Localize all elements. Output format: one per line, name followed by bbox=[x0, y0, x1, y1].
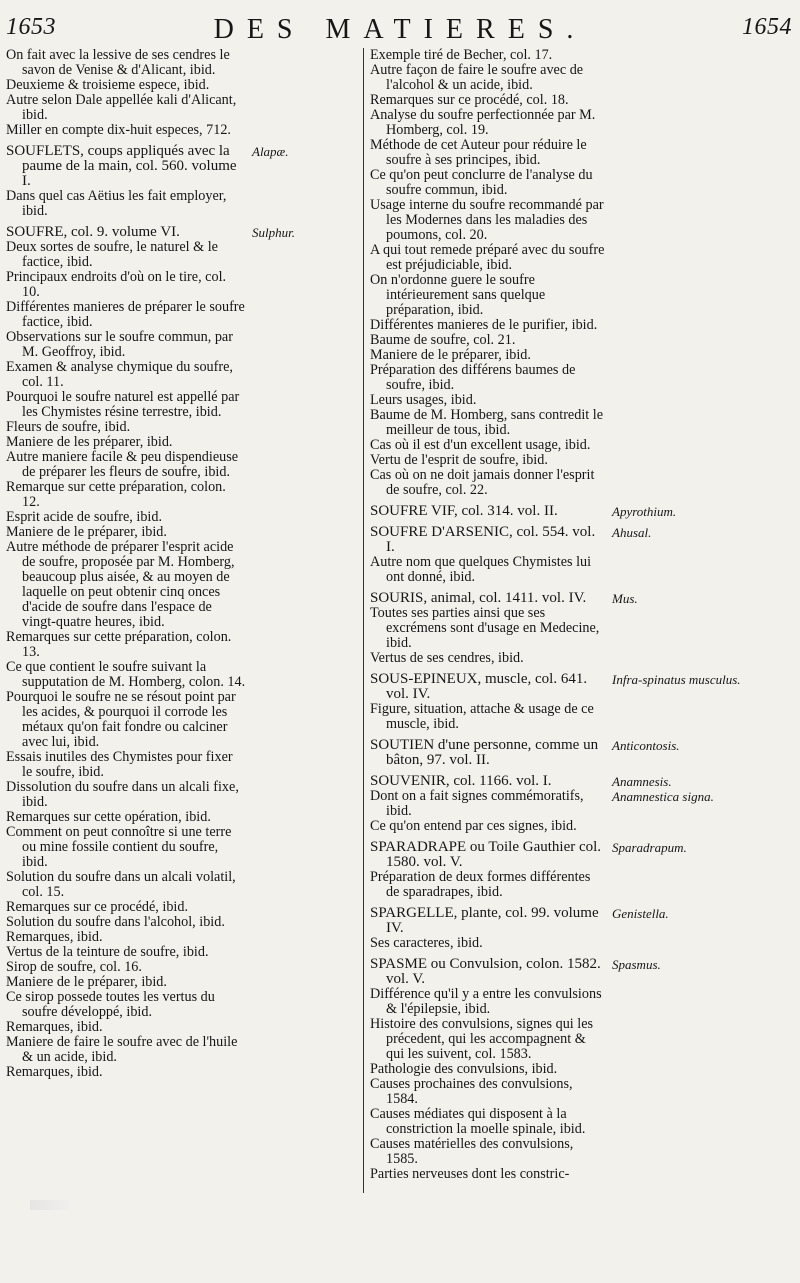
latin-term: Ahusal. bbox=[612, 525, 652, 540]
latin-term bbox=[612, 48, 795, 63]
entry-text: Remarques, ibid. bbox=[6, 1064, 103, 1080]
entry-text: Observations sur le soufre commun, par M. Geoffroy, ibid. bbox=[6, 329, 233, 360]
entry-text: Principaux endroits d'où on le tire, col. 10. bbox=[6, 269, 227, 300]
index-entry bbox=[6, 900, 362, 915]
latin-term bbox=[252, 435, 362, 450]
entry-text: Méthode de cet Auteur pour réduire le soufre à ses principes, ibid. bbox=[370, 137, 587, 168]
latin-term bbox=[252, 540, 362, 630]
latin-term bbox=[252, 690, 362, 750]
entry-text: SOUFRE VIF, col. 314. vol. II. bbox=[370, 503, 558, 519]
entry-text: Maniere de les préparer, ibid. bbox=[6, 434, 173, 450]
entry-text: Différence qu'il y a entre les convulsions & l'épilepsie, ibid. bbox=[370, 986, 602, 1017]
latin-term bbox=[252, 660, 362, 690]
latin-term: Mus. bbox=[612, 591, 638, 606]
latin-term bbox=[252, 1065, 362, 1080]
index-entry bbox=[6, 780, 362, 810]
latin-term bbox=[252, 1035, 362, 1065]
latin-term bbox=[612, 819, 795, 834]
index-entry bbox=[6, 450, 362, 480]
entry-text: Causes prochaines des convulsions, 1584. bbox=[370, 1076, 573, 1107]
latin-term: Anamnesis. bbox=[612, 774, 672, 789]
latin-term bbox=[252, 510, 362, 525]
latin-term bbox=[252, 975, 362, 990]
entry-text: SOUFRE D'ARSENIC, col. 554. vol. I. bbox=[370, 524, 596, 555]
entry-text: Remarques sur cette préparation, colon. 13. bbox=[6, 629, 232, 660]
entry-text: SPARGELLE, plante, col. 99. volume IV. bbox=[370, 905, 599, 936]
index-entry bbox=[370, 870, 795, 900]
index-entry bbox=[370, 525, 795, 555]
index-entry bbox=[370, 1077, 795, 1107]
right-column bbox=[370, 48, 795, 1182]
latin-term bbox=[612, 468, 795, 498]
entry-text: On fait avec la lessive de ses cendres le savon de Venise & d'Alicant, ibid. bbox=[6, 47, 230, 78]
index-entry bbox=[6, 630, 362, 660]
index-entry bbox=[370, 318, 795, 333]
latin-term bbox=[612, 138, 795, 168]
entry-text: Remarques, ibid. bbox=[6, 929, 103, 945]
index-entry bbox=[6, 540, 362, 630]
latin-term bbox=[252, 930, 362, 945]
latin-term: Spasmus. bbox=[612, 957, 661, 972]
index-entry bbox=[6, 525, 362, 540]
latin-term bbox=[252, 870, 362, 900]
index-entry bbox=[6, 240, 362, 270]
index-entry bbox=[6, 390, 362, 420]
index-entry bbox=[370, 348, 795, 363]
latin-term bbox=[252, 330, 362, 360]
index-entry bbox=[6, 330, 362, 360]
entry-text: Pathologie des convulsions, ibid. bbox=[370, 1061, 558, 1077]
entry-text: SPARADRAPE ou Toile Gauthier col. 1580. vol. V. bbox=[370, 839, 602, 870]
latin-term bbox=[612, 870, 795, 900]
entry-text: Maniere de le préparer, ibid. bbox=[6, 524, 167, 540]
entry-text: Préparation des différens baumes de soufre, ibid. bbox=[370, 362, 576, 393]
entry-text: Leurs usages, ibid. bbox=[370, 392, 477, 408]
index-entry bbox=[6, 93, 362, 123]
entry-text: Maniere de le préparer, ibid. bbox=[6, 974, 167, 990]
index-entry bbox=[370, 738, 795, 768]
index-entry bbox=[6, 825, 362, 870]
index-entry bbox=[6, 225, 362, 240]
entry-text: Ce qu'on entend par ces signes, ibid. bbox=[370, 818, 577, 834]
index-entry bbox=[6, 360, 362, 390]
entry-text: Autre maniere facile & peu dispendieuse de préparer les fleurs de soufre, ibid. bbox=[6, 449, 239, 480]
entry-text: Histoire des convulsions, signes qui les précedent, qui les accompagnent & qui les suivent, col. 1583. bbox=[370, 1016, 594, 1062]
latin-term bbox=[252, 960, 362, 975]
latin-term bbox=[612, 318, 795, 333]
latin-term bbox=[252, 390, 362, 420]
index-entry bbox=[370, 1017, 795, 1062]
entry-text: Autre méthode de préparer l'esprit acide de soufre, proposée par M. Homberg, beaucoup plus aisée, & au moyen de laquelle on peut obtenir cinq onces d'acide de soufre dans l'espace de vingt-quatre heures, ibid. bbox=[6, 539, 235, 630]
entry-text: Différentes manieres de préparer le soufre factice, ibid. bbox=[6, 299, 245, 330]
index-entry bbox=[370, 108, 795, 138]
entry-text: SOUFLETS, coups appliqués avec la paume de la main, col. 560. volume I. bbox=[6, 143, 237, 189]
index-entry bbox=[6, 270, 362, 300]
latin-term bbox=[252, 630, 362, 660]
entry-text: Vertus de ses cendres, ibid. bbox=[370, 650, 524, 666]
page-title: DES MATIERES. bbox=[213, 14, 587, 45]
index-entry bbox=[370, 1137, 795, 1167]
entry-text: Baume de soufre, col. 21. bbox=[370, 332, 516, 348]
index-entry bbox=[6, 144, 362, 189]
index-entry bbox=[6, 960, 362, 975]
index-entry bbox=[6, 480, 362, 510]
latin-term: Anamnestica signa. bbox=[612, 789, 714, 804]
latin-term: Infra-spinatus musculus. bbox=[612, 672, 741, 687]
latin-term bbox=[252, 990, 362, 1020]
latin-term bbox=[612, 363, 795, 393]
index-entry bbox=[6, 78, 362, 93]
index-entry bbox=[370, 774, 795, 789]
latin-term bbox=[612, 408, 795, 438]
entry-text: Causes médiates qui disposent à la constriction la moelle spinale, ibid. bbox=[370, 1106, 586, 1137]
index-entry bbox=[370, 606, 795, 651]
latin-term bbox=[612, 63, 795, 93]
index-entry bbox=[6, 1035, 362, 1065]
latin-term bbox=[612, 108, 795, 138]
index-entry bbox=[6, 750, 362, 780]
index-entry bbox=[6, 930, 362, 945]
index-entry bbox=[370, 243, 795, 273]
latin-term bbox=[612, 93, 795, 108]
latin-term bbox=[252, 1020, 362, 1035]
entry-text: Solution du soufre dans un alcali volatil, col. 15. bbox=[6, 869, 236, 900]
entry-text: SOUFRE, col. 9. volume VI. bbox=[6, 224, 180, 240]
index-entry bbox=[370, 957, 795, 987]
entry-text: Ce que contient le soufre suivant la supputation de M. Homberg, colon. 14. bbox=[6, 659, 246, 690]
latin-term bbox=[612, 273, 795, 318]
entry-text: Solution du soufre dans l'alcohol, ibid. bbox=[6, 914, 225, 930]
entry-text: Dans quel cas Aëtius les fait employer, ibid. bbox=[6, 188, 227, 219]
index-entry bbox=[370, 333, 795, 348]
index-entry bbox=[370, 438, 795, 453]
entry-text: Ses caracteres, ibid. bbox=[370, 935, 483, 951]
entry-text: SOURIS, animal, col. 1411. vol. IV. bbox=[370, 590, 587, 606]
index-entry bbox=[370, 1062, 795, 1077]
index-entry bbox=[370, 555, 795, 585]
entry-text: Remarques sur cette opération, ibid. bbox=[6, 809, 211, 825]
entry-text: Autre nom que quelques Chymistes lui ont donné, ibid. bbox=[370, 554, 592, 585]
entry-text: Figure, situation, attache & usage de ce muscle, ibid. bbox=[370, 701, 594, 732]
latin-term bbox=[612, 168, 795, 198]
index-entry bbox=[370, 789, 795, 819]
index-entry bbox=[370, 672, 795, 702]
latin-term bbox=[612, 1017, 795, 1062]
latin-term bbox=[612, 651, 795, 666]
running-head bbox=[0, 14, 800, 48]
index-entry bbox=[6, 915, 362, 930]
entry-text: Exemple tiré de Becher, col. 17. bbox=[370, 47, 553, 63]
index-entry bbox=[370, 93, 795, 108]
latin-term bbox=[612, 198, 795, 243]
entry-text: Baume de M. Homberg, sans contredit le meilleur de tous, ibid. bbox=[370, 407, 603, 438]
index-entry bbox=[6, 810, 362, 825]
entry-text: Dont on a fait signes commémoratifs, ibid. bbox=[370, 788, 584, 819]
entry-text: Usage interne du soufre recommandé par les Modernes dans les maladies des poumons, col. 20. bbox=[370, 197, 604, 243]
entry-text: Pourquoi le soufre naturel est appellé par les Chymistes résine terrestre, ibid. bbox=[6, 389, 240, 420]
latin-term bbox=[252, 123, 362, 138]
latin-term bbox=[612, 438, 795, 453]
latin-term: Genistella. bbox=[612, 906, 669, 921]
entry-text: SOUVENIR, col. 1166. vol. I. bbox=[370, 773, 552, 789]
index-entry bbox=[6, 1065, 362, 1080]
index-entry bbox=[6, 975, 362, 990]
entry-text: Remarque sur cette préparation, colon. 12. bbox=[6, 479, 226, 510]
latin-term bbox=[612, 1107, 795, 1137]
latin-term bbox=[252, 780, 362, 810]
index-entry bbox=[370, 453, 795, 468]
entry-text: Sirop de soufre, col. 16. bbox=[6, 959, 142, 975]
index-entry bbox=[370, 408, 795, 438]
index-entry bbox=[6, 420, 362, 435]
latin-term bbox=[252, 300, 362, 330]
latin-term bbox=[252, 48, 362, 78]
entry-text: Ce sirop possede toutes les vertus du soufre développé, ibid. bbox=[6, 989, 215, 1020]
latin-term bbox=[252, 360, 362, 390]
index-entry bbox=[6, 660, 362, 690]
index-entry bbox=[370, 504, 795, 519]
entry-text: Maniere de le préparer, ibid. bbox=[370, 347, 531, 363]
latin-term bbox=[252, 78, 362, 93]
page-number-left: 1653 bbox=[6, 14, 56, 40]
latin-term bbox=[252, 270, 362, 300]
entry-text: Analyse du soufre perfectionnée par M. Homberg, col. 19. bbox=[370, 107, 596, 138]
entry-text: Vertu de l'esprit de soufre, ibid. bbox=[370, 452, 548, 468]
index-entry bbox=[6, 123, 362, 138]
entry-text: Deux sortes de soufre, le naturel & le factice, ibid. bbox=[6, 239, 218, 270]
latin-term bbox=[252, 900, 362, 915]
entry-text: Différentes manieres de le purifier, ibid. bbox=[370, 317, 598, 333]
column-divider bbox=[363, 48, 364, 1193]
entry-text: SOUS-EPINEUX, muscle, col. 641. vol. IV. bbox=[370, 671, 588, 702]
entry-text: Autre façon de faire le soufre avec de l'alcohol & un acide, ibid. bbox=[370, 62, 584, 93]
index-entry bbox=[370, 168, 795, 198]
entry-text: A qui tout remede préparé avec du soufre est préjudiciable, ibid. bbox=[370, 242, 605, 273]
latin-term bbox=[252, 750, 362, 780]
index-entry bbox=[370, 651, 795, 666]
latin-term bbox=[252, 525, 362, 540]
latin-term bbox=[612, 702, 795, 732]
index-entry bbox=[6, 189, 362, 219]
latin-term bbox=[612, 987, 795, 1017]
index-entry bbox=[370, 840, 795, 870]
entry-text: Remarques, ibid. bbox=[6, 1019, 103, 1035]
latin-term bbox=[612, 333, 795, 348]
latin-term: Anticontosis. bbox=[612, 738, 680, 753]
entry-text: Ce qu'on peut conclurre de l'analyse du soufre commun, ibid. bbox=[370, 167, 593, 198]
index-entry bbox=[370, 987, 795, 1017]
index-entry bbox=[6, 990, 362, 1020]
latin-term: Alapæ. bbox=[252, 144, 289, 159]
index-entry bbox=[6, 870, 362, 900]
latin-term bbox=[612, 936, 795, 951]
entry-text: Deuxieme & troisieme espece, ibid. bbox=[6, 77, 210, 93]
index-entry bbox=[370, 1107, 795, 1137]
latin-term bbox=[252, 420, 362, 435]
index-entry bbox=[6, 1020, 362, 1035]
entry-text: Fleurs de soufre, ibid. bbox=[6, 419, 131, 435]
entry-text: Comment on peut connoître si une terre ou mine fossile contient du soufre, ibid. bbox=[6, 824, 232, 870]
latin-term bbox=[252, 915, 362, 930]
index-entry bbox=[370, 198, 795, 243]
entry-text: On n'ordonne guere le soufre intérieurement sans quelque préparation, ibid. bbox=[370, 272, 546, 318]
latin-term bbox=[612, 606, 795, 651]
entry-text: Examen & analyse chymique du soufre, col. 11. bbox=[6, 359, 233, 390]
index-entry bbox=[370, 591, 795, 606]
entry-text: Autre selon Dale appellée kali d'Alicant, ibid. bbox=[6, 92, 237, 123]
page-number-right: 1654 bbox=[742, 14, 792, 40]
page-smudge bbox=[30, 1200, 70, 1210]
latin-term bbox=[252, 945, 362, 960]
latin-term bbox=[252, 240, 362, 270]
index-entry bbox=[370, 1167, 795, 1182]
latin-term: Apyrothium. bbox=[612, 504, 677, 519]
entry-text: Remarques sur ce procédé, col. 18. bbox=[370, 92, 569, 108]
entry-text: Remarques sur ce procédé, ibid. bbox=[6, 899, 189, 915]
latin-term bbox=[612, 555, 795, 585]
index-entry bbox=[370, 363, 795, 393]
entry-text: SPASME ou Convulsion, colon. 1582. vol. V. bbox=[370, 956, 601, 987]
index-entry bbox=[370, 48, 795, 63]
entry-text: Miller en compte dix-huit especes, 712. bbox=[6, 122, 231, 138]
index-entry bbox=[370, 63, 795, 93]
index-entry bbox=[6, 945, 362, 960]
index-entry bbox=[370, 273, 795, 318]
entry-text: Parties nerveuses dont les constric- bbox=[370, 1166, 570, 1182]
latin-term bbox=[252, 810, 362, 825]
latin-term bbox=[612, 393, 795, 408]
entry-text: Dissolution du soufre dans un alcali fixe, ibid. bbox=[6, 779, 239, 810]
latin-term bbox=[612, 243, 795, 273]
latin-term: Sparadrapum. bbox=[612, 840, 687, 855]
index-entry bbox=[370, 702, 795, 732]
latin-term bbox=[252, 480, 362, 510]
index-entry bbox=[6, 510, 362, 525]
entry-text: Préparation de deux formes différentes de sparadrapes, ibid. bbox=[370, 869, 591, 900]
index-entry bbox=[370, 138, 795, 168]
latin-term bbox=[612, 1137, 795, 1167]
latin-term: Sulphur. bbox=[252, 225, 295, 240]
entry-text: Pourquoi le soufre ne se résout point par les acides, & pourquoi il corrode les métaux qu'on fait fondre ou calciner avec lui, ibid. bbox=[6, 689, 236, 750]
index-entry bbox=[370, 393, 795, 408]
entry-text: Causes matérielles des convulsions, 1585. bbox=[370, 1136, 574, 1167]
left-column bbox=[6, 48, 362, 1080]
latin-term bbox=[612, 1062, 795, 1077]
index-entry bbox=[370, 936, 795, 951]
entry-text: Vertus de la teinture de soufre, ibid. bbox=[6, 944, 209, 960]
entry-text: SOUTIEN d'une personne, comme un bâton, 97. vol. II. bbox=[370, 737, 599, 768]
latin-term bbox=[252, 189, 362, 219]
index-entry bbox=[6, 48, 362, 78]
latin-term bbox=[612, 348, 795, 363]
entry-text: Esprit acide de soufre, ibid. bbox=[6, 509, 163, 525]
index-entry bbox=[370, 819, 795, 834]
latin-term bbox=[252, 93, 362, 123]
entry-text: Essais inutiles des Chymistes pour fixer le soufre, ibid. bbox=[6, 749, 233, 780]
index-entry bbox=[370, 468, 795, 498]
index-entry bbox=[6, 300, 362, 330]
index-entry bbox=[370, 906, 795, 936]
index-entry bbox=[6, 690, 362, 750]
latin-term bbox=[252, 825, 362, 870]
entry-text: Toutes ses parties ainsi que ses excrémens sont d'usage en Medecine, ibid. bbox=[370, 605, 600, 651]
latin-term bbox=[252, 450, 362, 480]
entry-text: Maniere de faire le soufre avec de l'huile & un acide, ibid. bbox=[6, 1034, 238, 1065]
index-entry bbox=[6, 435, 362, 450]
entry-text: Cas où on ne doit jamais donner l'esprit de soufre, col. 22. bbox=[370, 467, 595, 498]
latin-term bbox=[612, 1167, 795, 1182]
latin-term bbox=[612, 1077, 795, 1107]
latin-term bbox=[612, 453, 795, 468]
entry-text: Cas où il est d'un excellent usage, ibid. bbox=[370, 437, 591, 453]
